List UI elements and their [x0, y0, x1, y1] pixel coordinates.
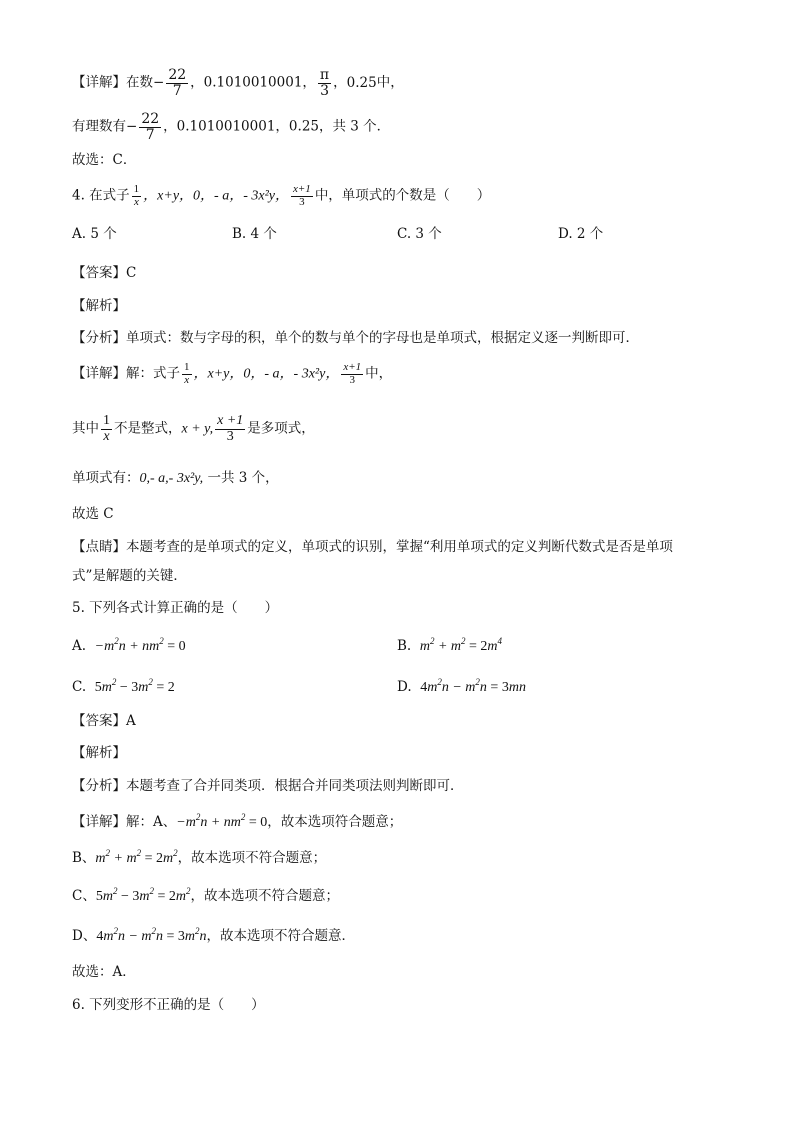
- q4-comment-1: 【点睛】本题考查的是单项式的定义，单项式的识别，掌握“利用单项式的定义判断代数式是否是单项: [72, 539, 673, 555]
- q4-analysis-label: 【解析】: [72, 298, 126, 314]
- q4-answer: 【答案】C: [72, 265, 137, 281]
- q4-monomials: 单项式有：0,- a,- 3x²y, 一共 3 个，: [72, 470, 279, 486]
- q5-analysis-label: 【解析】: [72, 745, 126, 761]
- q4-option-d: D. 2 个: [558, 226, 604, 242]
- q5-stem: 5. 下列各式计算正确的是（ ）: [72, 600, 279, 616]
- repeating-decimal: 0.25: [346, 74, 377, 91]
- q5-detail-a: 【详解】解：A、$-m^2n + nm^2 = 0$，故本选项符合题意；: [72, 812, 403, 830]
- q5-option-b: B. $m^2 + m^2 = 2m^4$: [397, 636, 503, 654]
- q4-detail: 【详解】解：式子 $\frac{1}{x}$ ，x+y，0，- a，- 3x²y， $\frac{x+1}{3}$ 中，: [72, 361, 393, 386]
- q5-fenxi: 【分析】本题考查了合并同类项．根据合并同类项法则判断即可．: [72, 778, 464, 794]
- q3-detail-line: 【详解】在数− $\frac{22}{7}$ ，0.1010010001， $\frac{\pi}{3}$ ，0.25中，: [72, 67, 404, 99]
- q4-option-c: C. 3 个: [397, 226, 442, 242]
- q4-stem: 4. 在式子 $\frac{1}{x}$ ，x+y，0，- a，- 3x²y， $\frac{x+1}{3}$ 中，单项式的个数是（ ）: [72, 183, 491, 208]
- q5-detail-b: B、$m^2 + m^2 = 2m^2$，故本选项不符合题意；: [72, 848, 327, 866]
- q5-option-c: C. $5m^2 - 3m^2 = 2$: [72, 677, 175, 695]
- q5-option-a: A. $-m^2n + nm^2 = 0$: [72, 636, 186, 654]
- q4-option-a: A. 5 个: [72, 226, 117, 242]
- detail-label: 【详解】: [72, 74, 126, 91]
- q4-choose: 故选 C: [72, 506, 114, 522]
- fraction-pi-3: $\frac{\pi}{3}$: [319, 67, 330, 99]
- q4-comment-2: 式”是解题的关键．: [72, 568, 187, 584]
- q5-answer: 【答案】A: [72, 713, 136, 729]
- q6-stem: 6. 下列变形不正确的是（ ）: [72, 997, 265, 1013]
- q5-choose: 故选：A．: [72, 964, 136, 980]
- q3-choose: 故选：C．: [72, 152, 137, 168]
- q4-fenxi: 【分析】单项式：数与字母的积，单个的数与单个的字母也是单项式，根据定义逐一判断即可．: [72, 330, 639, 346]
- q5-detail-d: D、$4m^2n - m^2n = 3m^2n$，故本选项不符合题意．: [72, 926, 356, 944]
- q4-non-integer: 其中 $\frac{1}{x}$ 不是整式，x + y, $\frac{x +1}{3}$ 是多项式，: [72, 413, 315, 444]
- q5-option-d: D. $4m^2n - m^2n = 3mn$: [397, 677, 526, 695]
- q4-option-b: B. 4 个: [232, 226, 277, 242]
- q3-rational-line: 有理数有− $\frac{22}{7}$ ，0.1010010001，0.25，共 3 个．: [72, 111, 391, 143]
- q5-detail-c: C、$5m^2 - 3m^2 = 2m^2$，故本选项不符合题意；: [72, 886, 340, 904]
- fraction-22-7: $\frac{22}{7}$: [168, 67, 187, 99]
